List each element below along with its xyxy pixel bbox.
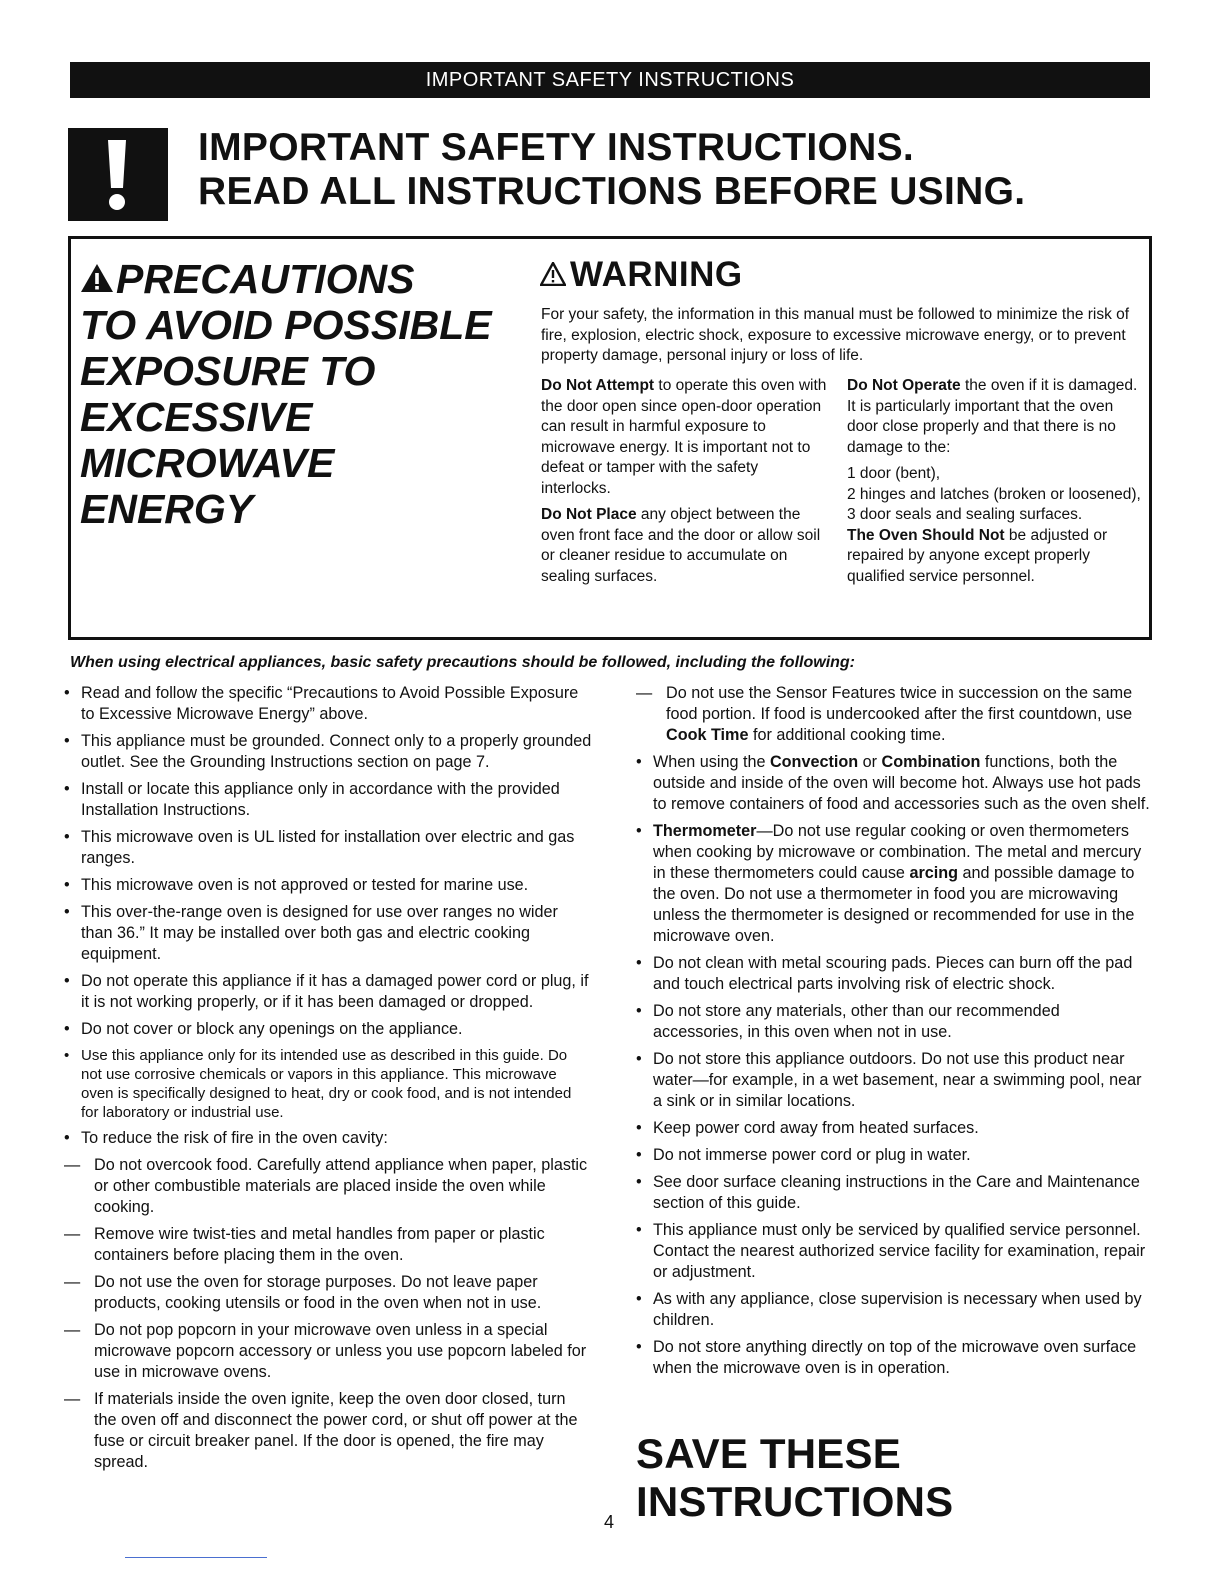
list-item: • To reduce the risk of fire in the oven cavity:: [64, 1129, 388, 1147]
exclamation-icon: [68, 128, 168, 221]
section-header-title: IMPORTANT SAFETY INSTRUCTIONS: [425, 69, 795, 91]
warning-paragraph: Do Not Operate the oven if it is damaged. It is particularly important that the oven door close properly and that there is no damage to the:: [847, 377, 1138, 456]
sub-list-item: — Do not use the Sensor Features twice in succession on the same food portion. If food is undercooked after the first countdown, use Cook Time for additional cooking time.: [636, 684, 1133, 744]
list-item: • Keep power cord away from heated surfaces.: [636, 1119, 979, 1137]
warning-heading: [540, 254, 743, 296]
list-item: • This over-the-range oven is designed for use over ranges no wider than 36.” It may be installed over both gas and electric cooking equipment.: [64, 903, 558, 963]
sub-list-item: — If materials inside the oven ignite, keep the oven door closed, turn the oven off and disconnect the power cord, or shut off power at the fuse or circuit breaker panel. If the door is opened, the fire may spread.: [64, 1390, 578, 1471]
warning-paragraph: Do Not Attempt to operate this oven with the door open since open-door operation can result in harmful exposure to microwave energy. It is important not to defeat or tamper with the safety interlocks.: [541, 377, 827, 497]
precautions-line: PRECAUTIONS: [116, 256, 415, 302]
banner-title-line1: IMPORTANT SAFETY INSTRUCTIONS.: [198, 126, 915, 169]
warning-title: WARNING: [570, 255, 743, 294]
warning-triangle-icon: [540, 254, 566, 296]
precautions-line: EXCESSIVE MICROWAVE: [80, 394, 335, 486]
list-item: • When using the Convection or Combination functions, both the outside and inside of the oven will become hot. Always use hot pads to remove containers of food and accessories such as the oven shelf.: [636, 753, 1150, 813]
precautions-lead: When using electrical appliances, basic safety precautions should be followed, including the following:: [70, 654, 856, 671]
list-item: • Do not cover or block any openings on the appliance.: [64, 1020, 463, 1038]
sub-list-item: — Do not pop popcorn in your microwave oven unless in a special microwave popcorn accessory or unless you use popcorn labeled for use in microwave ovens.: [64, 1321, 587, 1381]
precautions-line: TO AVOID POSSIBLE: [80, 302, 492, 348]
damage-list-item: 1 door (bent),: [847, 465, 941, 482]
list-item: • Do not immerse power cord or plug in water.: [636, 1146, 971, 1164]
warning-column-right: [847, 376, 1142, 593]
section-header-bar: [70, 62, 1150, 98]
sub-list-item: — Do not overcook food. Carefully attend appliance when paper, plastic or other combustible materials are placed inside the oven while cooking.: [64, 1156, 588, 1216]
warning-intro: For your safety, the information in this manual must be followed to minimize the risk of fire, explosion, electric shock, exposure to excessive microwave energy, or to prevent property damage, personal injury or loss of life.: [541, 306, 1130, 364]
list-item: • Do not clean with metal scouring pads. Pieces can burn off the pad and touch electrical parts involving risk of electric shock.: [636, 954, 1133, 993]
page-number: 4: [604, 1512, 615, 1532]
safety-list-right: [636, 683, 1152, 1385]
list-item: • Do not store this appliance outdoors. Do not use this product near water—for example, in a wet basement, near a swimming pool, near a sink or in similar locations.: [636, 1050, 1142, 1110]
warning-triangle-icon: [80, 256, 114, 302]
list-item: • See door surface cleaning instructions in the Care and Maintenance section of this guide.: [636, 1173, 1140, 1212]
damage-list-item: 3 door seals and sealing surfaces.: [847, 506, 1083, 523]
list-item: • This appliance must only be serviced by qualified service personnel. Contact the nearest authorized service facility for examination, repair or adjustment.: [636, 1221, 1146, 1281]
warning-paragraph: Do Not Place any object between the oven front face and the door or allow soil or cleaner residue to accumulate on sealing surfaces.: [541, 506, 821, 585]
sub-list-item: — Remove wire twist-ties and metal handles from paper or plastic containers before placing them in the oven.: [64, 1225, 545, 1264]
list-item: • Do not store anything directly on top of the microwave oven surface when the microwave oven is in operation.: [636, 1338, 1137, 1377]
precautions-line: EXPOSURE TO: [80, 348, 376, 394]
list-item: • Install or locate this appliance only in accordance with the provided Installation Instructions.: [64, 780, 560, 819]
list-item: • Thermometer—Do not use regular cooking or oven thermometers when cooking by microwave or combination. The metal and mercury in these thermometers could cause arcing and possible damage to the oven. Do not use a thermometer in food you are microwaving unless the thermometer is designed or recommended for use in the microwave oven.: [636, 822, 1142, 945]
footer-rule: [125, 1557, 267, 1558]
banner-title-line2: READ ALL INSTRUCTIONS BEFORE USING.: [198, 170, 1026, 213]
list-item: • Use this appliance only for its intended use as described in this guide. Do not use corrosive chemicals or vapors in this appliance. This microwave oven is specifically designed to heat, dry or cook food, and is not intended for laboratory or industrial use.: [64, 1047, 572, 1121]
list-item: • Do not operate this appliance if it has a damaged power cord or plug, if it is not working properly, or if it has been damaged or dropped.: [64, 972, 589, 1011]
damage-list-item: 2 hinges and latches (broken or loosened),: [847, 485, 1141, 503]
list-item: • Read and follow the specific “Precautions to Avoid Possible Exposure to Excessive Microwave Energy” above.: [64, 684, 579, 723]
save-instructions-heading: SAVE THESE INSTRUCTIONS: [636, 1430, 954, 1525]
warning-column-left: [541, 376, 831, 593]
list-item: • This microwave oven is not approved or tested for marine use.: [64, 876, 529, 894]
warning-paragraph: The Oven Should Not be adjusted or repaired by anyone except properly qualified service personnel.: [847, 526, 1108, 585]
list-item: • This microwave oven is UL listed for installation over electric and gas ranges.: [64, 828, 575, 867]
sub-list-item: — Do not use the oven for storage purposes. Do not leave paper products, cooking utensils or food in the oven when not in use.: [64, 1273, 542, 1312]
list-item: • Do not store any materials, other than our recommended accessories, in this oven when not in use.: [636, 1002, 1060, 1041]
precautions-line: ENERGY: [80, 486, 254, 532]
safety-list-left: [64, 683, 592, 1479]
precautions-heading: [80, 256, 530, 532]
list-item: • This appliance must be grounded. Connect only to a properly grounded outlet. See the Grounding Instructions section on page 7.: [64, 732, 592, 771]
list-item: • As with any appliance, close supervision is necessary when used by children.: [636, 1290, 1142, 1329]
